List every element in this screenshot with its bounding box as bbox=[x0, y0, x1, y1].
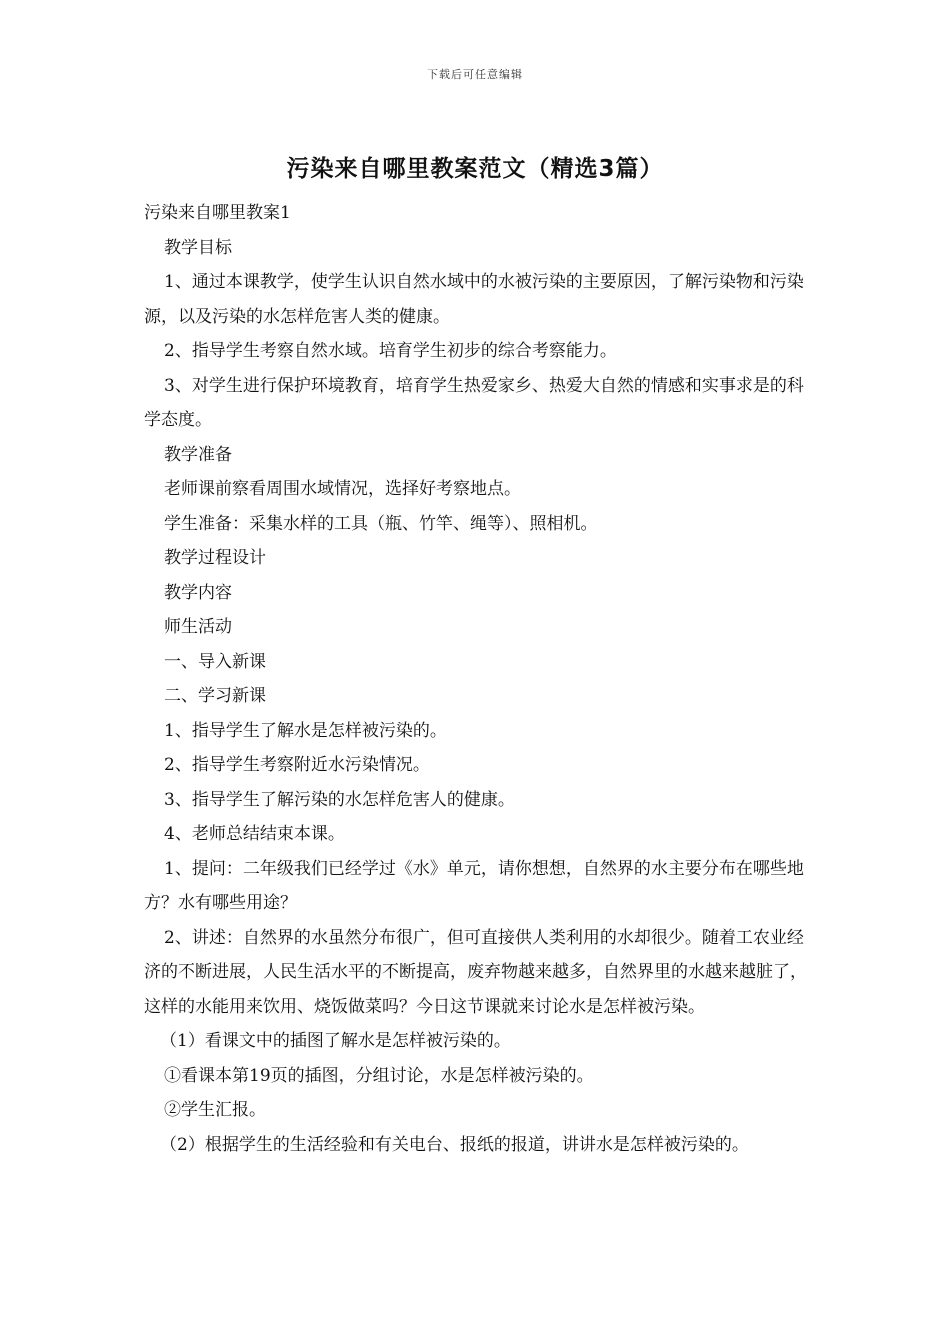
paragraph: 1、通过本课教学，使学生认识自然水域中的水被污染的主要原因，了解污染物和污染源，以及污染的水怎样危害人类的健康。 bbox=[144, 272, 804, 327]
document-title: 污染来自哪里教案范文（精选3篇） bbox=[286, 156, 664, 182]
paragraph: 师生活动 bbox=[164, 617, 232, 637]
section-heading: 污染来自哪里教案1 bbox=[144, 203, 291, 223]
paragraph: 二、学习新课 bbox=[164, 686, 266, 706]
paragraph: ①看课本第19页的插图，分组讨论，水是怎样被污染的。 bbox=[164, 1065, 594, 1086]
page-header-note: 下载后可任意编辑 bbox=[427, 68, 523, 81]
paragraph: 教学过程设计 bbox=[164, 548, 266, 568]
paragraph: 老师课前察看周围水域情况，选择好考察地点。 bbox=[164, 479, 521, 499]
paragraph: 教学准备 bbox=[164, 444, 232, 465]
paragraph: （1）看课文中的插图了解水是怎样被污染的。 bbox=[160, 1031, 511, 1051]
paragraph: 一、导入新课 bbox=[164, 651, 266, 672]
paragraph: 教学目标 bbox=[164, 237, 232, 258]
paragraph: ②学生汇报。 bbox=[164, 1100, 266, 1120]
paragraph: 1、提问：二年级我们已经学过《水》单元，请你想想，自然界的水主要分布在哪些地方？水有哪些用途？ bbox=[144, 858, 804, 913]
paragraph: 学生准备：采集水样的工具（瓶、竹竿、绳等）、照相机。 bbox=[164, 513, 598, 534]
paragraph: （2）根据学生的生活经验和有关电台、报纸的报道，讲讲水是怎样被污染的。 bbox=[160, 1134, 749, 1155]
paragraph: 2、指导学生考察附近水污染情况。 bbox=[164, 755, 430, 775]
paragraph: 2、指导学生考察自然水域。培育学生初步的综合考察能力。 bbox=[164, 341, 617, 361]
paragraph: 2、讲述：自然界的水虽然分布很广，但可直接供人类利用的水却很少。随着工农业经济的不断进展，人民生活水平的不断提高，废弃物越来越多，自然界里的水越来越脏了，这样的水能用来饮用、烧饭做菜吗？今日这节课就来讨论水是怎样被污染。 bbox=[144, 927, 807, 1017]
document-body bbox=[144, 196, 812, 1162]
paragraph: 1、指导学生了解水是怎样被污染的。 bbox=[164, 720, 447, 741]
paragraph: 3、对学生进行保护环境教育，培育学生热爱家乡、热爱大自然的情感和实事求是的科学态度。 bbox=[144, 375, 804, 430]
paragraph: 3、指导学生了解污染的水怎样危害人的健康。 bbox=[164, 789, 515, 810]
paragraph: 教学内容 bbox=[164, 582, 232, 603]
paragraph: 4、老师总结结束本课。 bbox=[164, 824, 345, 844]
